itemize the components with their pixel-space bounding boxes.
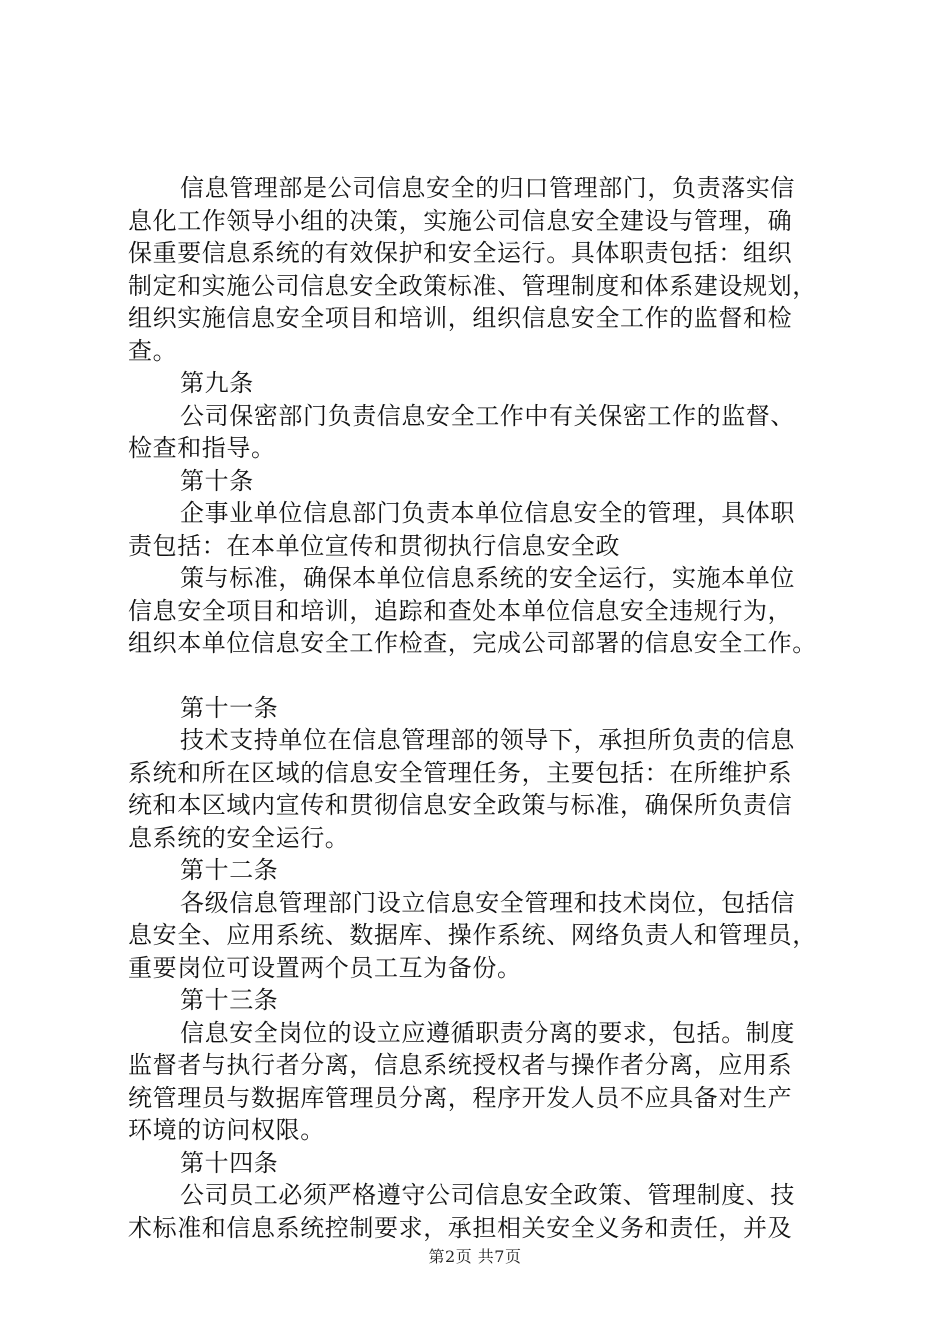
- article-heading: 第十条: [180, 466, 254, 495]
- paragraph-line: 各级信息管理部门设立信息安全管理和技术岗位，包括信: [180, 888, 795, 917]
- article-heading: 第十一条: [180, 693, 279, 722]
- paragraph-line: 责包括：在本单位宣传和贯彻执行信息安全政: [128, 531, 620, 560]
- paragraph: [128, 724, 848, 854]
- paragraph-line: 信息管理部是公司信息安全的归口管理部门，负责落实信: [180, 174, 795, 202]
- paragraph: [128, 562, 848, 660]
- paragraph-line: 查。: [128, 336, 178, 365]
- article-heading: 第十三条: [180, 986, 279, 1014]
- paragraph-line: 息安全、应用系统、数据库、操作系统、网络负责人和管理员，: [128, 921, 817, 949]
- document-body: [128, 172, 848, 1244]
- paragraph-line: 信息安全岗位的设立应遵循职责分离的要求，包括。制度: [180, 1018, 795, 1047]
- paragraph-line: 统管理员与数据库管理员分离，程序开发人员不应具备对生产: [128, 1083, 793, 1112]
- paragraph-line: 重要岗位可设置两个员工互为备份。: [128, 953, 522, 982]
- paragraph-line: 策与标准，确保本单位信息系统的安全运行，实施本单位: [180, 564, 795, 592]
- paragraph-line: 环境的访问权限。: [128, 1116, 325, 1144]
- paragraph-line: 制定和实施公司信息安全政策标准、管理制度和体系建设规划，: [128, 271, 817, 300]
- paragraph-line: 检查和指导。: [128, 434, 276, 462]
- article-heading: 第九条: [180, 369, 254, 397]
- paragraph: [128, 1017, 848, 1147]
- paragraph: [128, 1179, 848, 1244]
- article-heading: 第十四条: [180, 1148, 279, 1177]
- paragraph-line: 公司保密部门负责信息安全工作中有关保密工作的监督、: [180, 401, 795, 430]
- paragraph-line: 息系统的安全运行。: [128, 823, 350, 852]
- paragraph: [128, 497, 848, 562]
- paragraph: [128, 887, 848, 985]
- paragraph-line: 息化工作领导小组的决策，实施公司信息安全建设与管理，确: [128, 206, 793, 235]
- paragraph-line: 系统和所在区域的信息安全管理任务，主要包括：在所维护系: [128, 758, 793, 787]
- article-heading: 第十二条: [180, 856, 279, 884]
- paragraph-line: 组织本单位信息安全工作检查，完成公司部署的信息安全工作。: [128, 629, 817, 657]
- paragraph-line: 信息安全项目和培训，追踪和查处本单位信息安全违规行为，: [128, 596, 793, 625]
- page-footer: 第2页 共7页: [428, 1247, 522, 1266]
- paragraph-line: 术标准和信息系统控制要求，承担相关安全义务和责任，并及: [128, 1213, 793, 1242]
- paragraph-line: 组织实施信息安全项目和培训，组织信息安全工作的监督和检: [128, 304, 793, 332]
- paragraph-line: 公司员工必须严格遵守公司信息安全政策、管理制度、技: [180, 1181, 795, 1209]
- paragraph-line: 统和本区域内宣传和贯彻信息安全政策与标准，确保所负责信: [128, 791, 793, 819]
- paragraph-line: 监督者与执行者分离，信息系统授权者与操作者分离，应用系: [128, 1051, 793, 1079]
- paragraph: [128, 172, 848, 367]
- paragraph-line: 技术支持单位在信息管理部的领导下，承担所负责的信息: [180, 726, 795, 754]
- paragraph: [128, 400, 848, 465]
- paragraph-line: 企事业单位信息部门负责本单位信息安全的管理，具体职: [180, 499, 795, 527]
- paragraph-line: 保重要信息系统的有效保护和安全运行。具体职责包括：组织: [128, 239, 793, 267]
- paragraph-gap: [128, 660, 848, 692]
